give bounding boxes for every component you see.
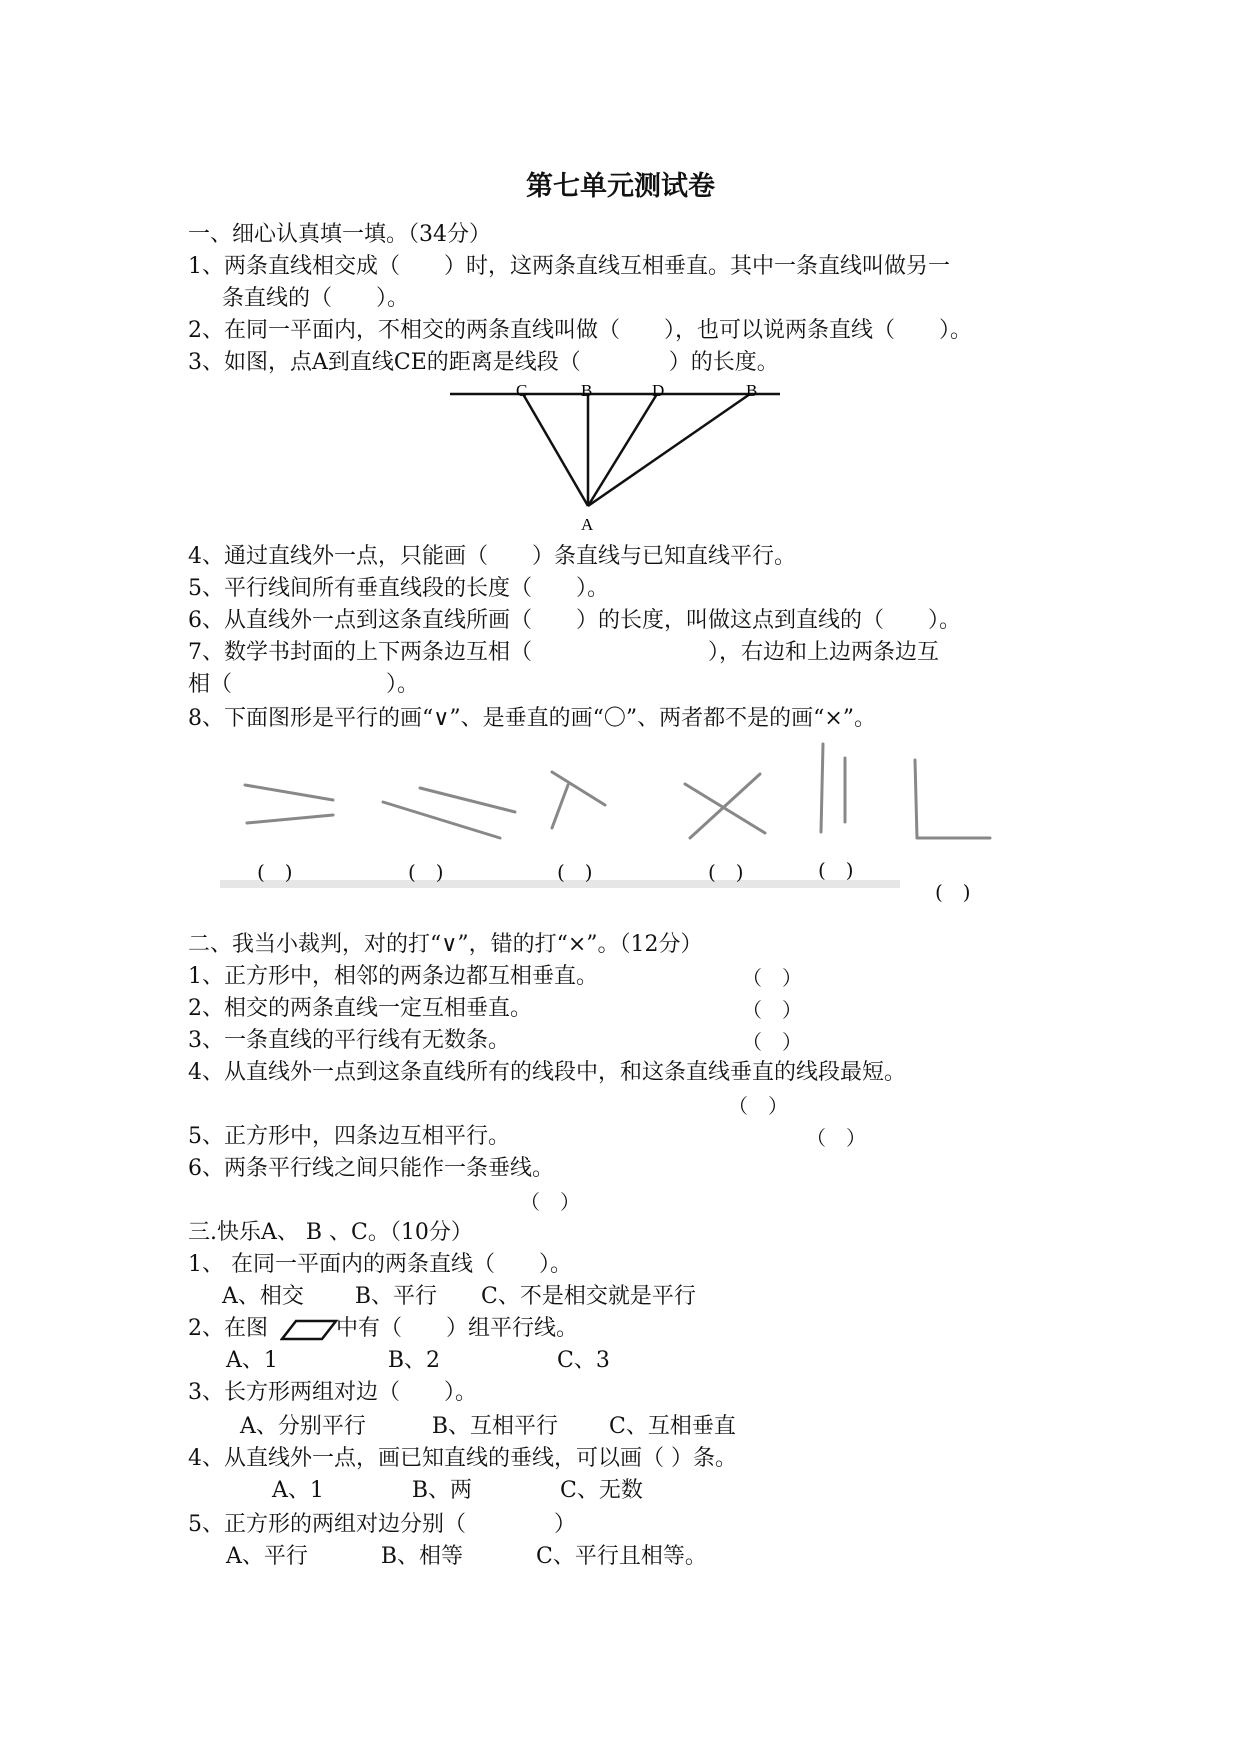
q2-6-answer[interactable]: （ ） <box>520 1190 580 1214</box>
q8-answer-6[interactable]: ( ) <box>935 880 971 904</box>
q8-answer-3[interactable]: ( ) <box>557 860 593 884</box>
q8-answer-5[interactable]: ( ) <box>818 858 854 882</box>
question-1-7-line1: 7、数学书封面的上下两条边互相（ ），右边和上边两条边互 <box>188 640 939 665</box>
question-1-7-line2: 相（ ）。 <box>188 672 420 697</box>
question-3-5: 5、正方形的两组对边分别（ ） <box>188 1512 576 1537</box>
question-3-4-options: A、1 B、两 C、无数 <box>272 1478 643 1503</box>
question-3-1: 1、 在同一平面内的两条直线（ ）。 <box>188 1252 572 1277</box>
question-1-4: 4、通过直线外一点，只能画（ ）条直线与已知直线平行。 <box>188 544 796 569</box>
line-pairs-figure <box>215 740 1005 900</box>
question-1-2: 2、在同一平面内，不相交的两条直线叫做（ ），也可以说两条直线（ ）。 <box>188 318 972 343</box>
question-3-2-options: A、1 B、2 C、3 <box>226 1348 610 1373</box>
label-b2: B <box>746 381 758 400</box>
label-b1: B <box>581 381 593 400</box>
question-2-2: 2、相交的两条直线一定互相垂直。 <box>188 996 532 1021</box>
question-1-5: 5、平行线间所有垂直线段的长度（ ）。 <box>188 576 609 601</box>
question-1-8: 8、下面图形是平行的画“∨”、是垂直的画“〇”、两者都不是的画“×”。 <box>188 706 877 731</box>
question-3-3: 3、长方形两组对边（ ）。 <box>188 1380 477 1405</box>
question-1-6: 6、从直线外一点到这条直线所画（ ）的长度，叫做这点到直线的（ ）。 <box>188 608 961 633</box>
question-2-3: 3、一条直线的平行线有无数条。 <box>188 1028 510 1053</box>
q2-2-answer[interactable]: （ ） <box>742 998 802 1022</box>
q8-answer-4[interactable]: ( ) <box>708 860 744 884</box>
q8-answer-2[interactable]: ( ) <box>408 860 444 884</box>
q2-1-answer[interactable]: （ ） <box>742 966 802 990</box>
label-d: D <box>652 381 665 400</box>
question-3-2-pre: 2、在图 <box>188 1316 268 1341</box>
question-3-1-options: A、相交 B、平行 C、不是相交就是平行 <box>222 1284 696 1309</box>
section2-heading: 二、我当小裁判，对的打“∨”，错的打“×”。（12分） <box>188 932 703 957</box>
question-3-3-options: A、分别平行 B、互相平行 C、互相垂直 <box>240 1414 736 1439</box>
label-a: A <box>581 515 594 534</box>
question-3-5-options: A、平行 B、相等 C、平行且相等。 <box>226 1544 707 1569</box>
question-1-3: 3、如图，点A到直线CE的距离是线段（ ）的长度。 <box>188 350 779 375</box>
question-1-1-line1: 1、两条直线相交成（ ）时，这两条直线互相垂直。其中一条直线叫做另一 <box>188 254 950 279</box>
question-3-4: 4、从直线外一点，画已知直线的垂线，可以画（ ）条。 <box>188 1446 737 1471</box>
q8-answer-1[interactable]: ( ) <box>257 860 293 884</box>
parallelogram-icon <box>280 1318 340 1342</box>
question-2-4: 4、从直线外一点到这条直线所有的线段中，和这条直线垂直的线段最短。 <box>188 1060 906 1085</box>
q2-4-answer[interactable]: （ ） <box>728 1094 788 1118</box>
section3-heading: 三.快乐A、 B 、C。（10分） <box>188 1220 473 1245</box>
page-title: 第七单元测试卷 <box>526 171 715 202</box>
distance-figure <box>440 376 800 536</box>
question-2-1: 1、正方形中，相邻的两条边都互相垂直。 <box>188 964 598 989</box>
label-c: C <box>516 381 528 400</box>
question-3-2-post: 中有（ ）组平行线。 <box>336 1316 579 1341</box>
question-2-6: 6、两条平行线之间只能作一条垂线。 <box>188 1156 554 1181</box>
question-2-5: 5、正方形中，四条边互相平行。 <box>188 1124 510 1149</box>
section1-heading: 一、细心认真填一填。（34分） <box>188 222 491 247</box>
q2-3-answer[interactable]: （ ） <box>742 1030 802 1054</box>
question-1-1-line2: 条直线的（ ）。 <box>222 286 410 311</box>
q2-5-answer[interactable]: （ ） <box>806 1126 866 1150</box>
